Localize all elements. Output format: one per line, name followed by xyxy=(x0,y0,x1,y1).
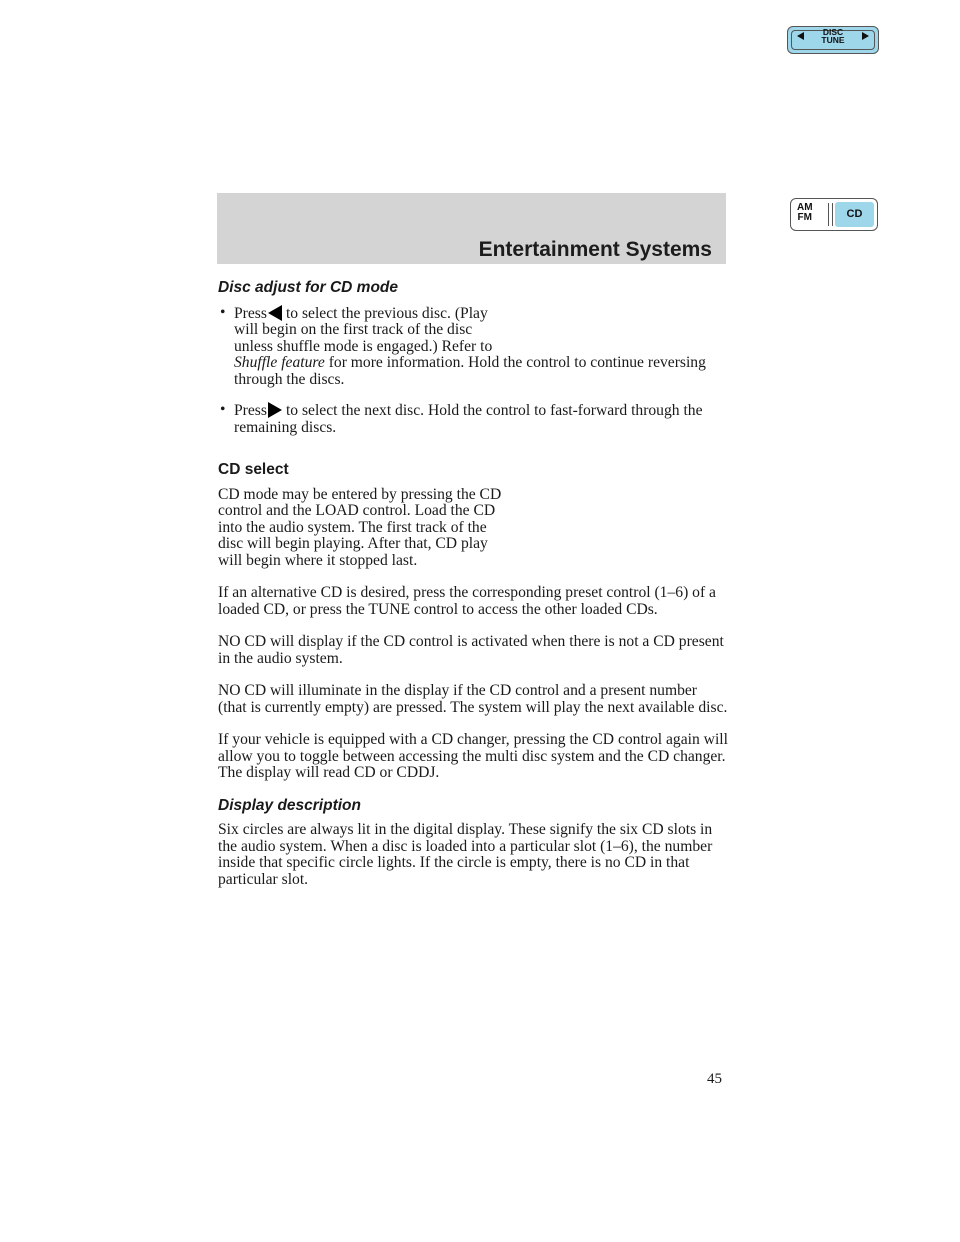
paragraph: If an alternative CD is desired, press the corresponding preset control (1–6) of a loaded CD, or press the TUNE control to access the other loaded CDs. xyxy=(218,584,716,618)
paragraph: If your vehicle is equipped with a CD changer, pressing the CD control again will allow you to toggle between accessing the multi disc system and the CD changer. The display will read CD or CDDJ. xyxy=(218,731,728,781)
tune-label: TUNE xyxy=(821,35,845,45)
fm-label: FM xyxy=(797,212,812,223)
paragraph: NO CD will illuminate in the display if the CD control and a present number (that is currently empty) are pressed. The system will play the next available disc. xyxy=(218,682,728,716)
cd-select-text: CD mode may be entered by pressing the CD control and the LOAD control. Load the CD into the audio system. The first track of the disc will begin playing. After that, CD play will begin where it stopped last. xyxy=(218,485,502,569)
bullet1-text: to select the previous disc. (Play will begin on the first track of the disc unless shuffle mode is engaged.) Refer to xyxy=(234,304,493,355)
heading-display-description: Display description xyxy=(218,796,361,814)
paragraph xyxy=(218,487,728,570)
amfm-cd-button xyxy=(790,198,878,231)
page-content xyxy=(218,280,728,904)
paragraph: Six circles are always lit in the digital display. These signify the six CD slots in the audio system. When a disc is loaded into a particular slot (1–6), the number inside that specific circle lights. If the circle is empty, there is no CD in that particular slot. xyxy=(218,821,713,888)
divider xyxy=(832,203,833,226)
bullet-dot: • xyxy=(220,401,226,418)
section-title: Entertainment Systems xyxy=(478,238,712,261)
bullet2-text: to select the next disc. Hold the control to fast-forward through the remaining discs. xyxy=(234,402,703,436)
cd-label: CD xyxy=(835,202,874,227)
amfm-label xyxy=(797,203,813,223)
shuffle-feature-reference: Shuffle feature xyxy=(234,354,325,371)
heading-disc-adjust: Disc adjust for CD mode xyxy=(218,279,398,296)
header-band xyxy=(217,193,726,264)
bullet-dot: • xyxy=(220,303,226,321)
divider xyxy=(828,203,829,226)
press-text: Press xyxy=(234,304,267,322)
press-text: Press xyxy=(234,402,267,419)
paragraph: NO CD will display if the CD control is activated when there is not a CD present in the audio system. xyxy=(218,633,724,667)
disc-tune-button xyxy=(787,26,879,54)
figure-space xyxy=(513,305,728,355)
figure-space xyxy=(513,487,728,549)
disc-tune-label xyxy=(788,28,878,44)
bullet-next-disc xyxy=(218,402,728,436)
page-number: 45 xyxy=(707,1071,722,1087)
bullet1-text-cont: for more information. Hold the control to continue reversing through the discs. xyxy=(234,354,706,388)
disc-label: DISC xyxy=(822,27,844,37)
heading-cd-select: CD select xyxy=(218,461,289,478)
bullet-previous-disc xyxy=(218,305,728,389)
seek-right-icon xyxy=(268,402,282,418)
seek-left-icon xyxy=(268,305,282,321)
am-label: AM xyxy=(797,202,813,213)
